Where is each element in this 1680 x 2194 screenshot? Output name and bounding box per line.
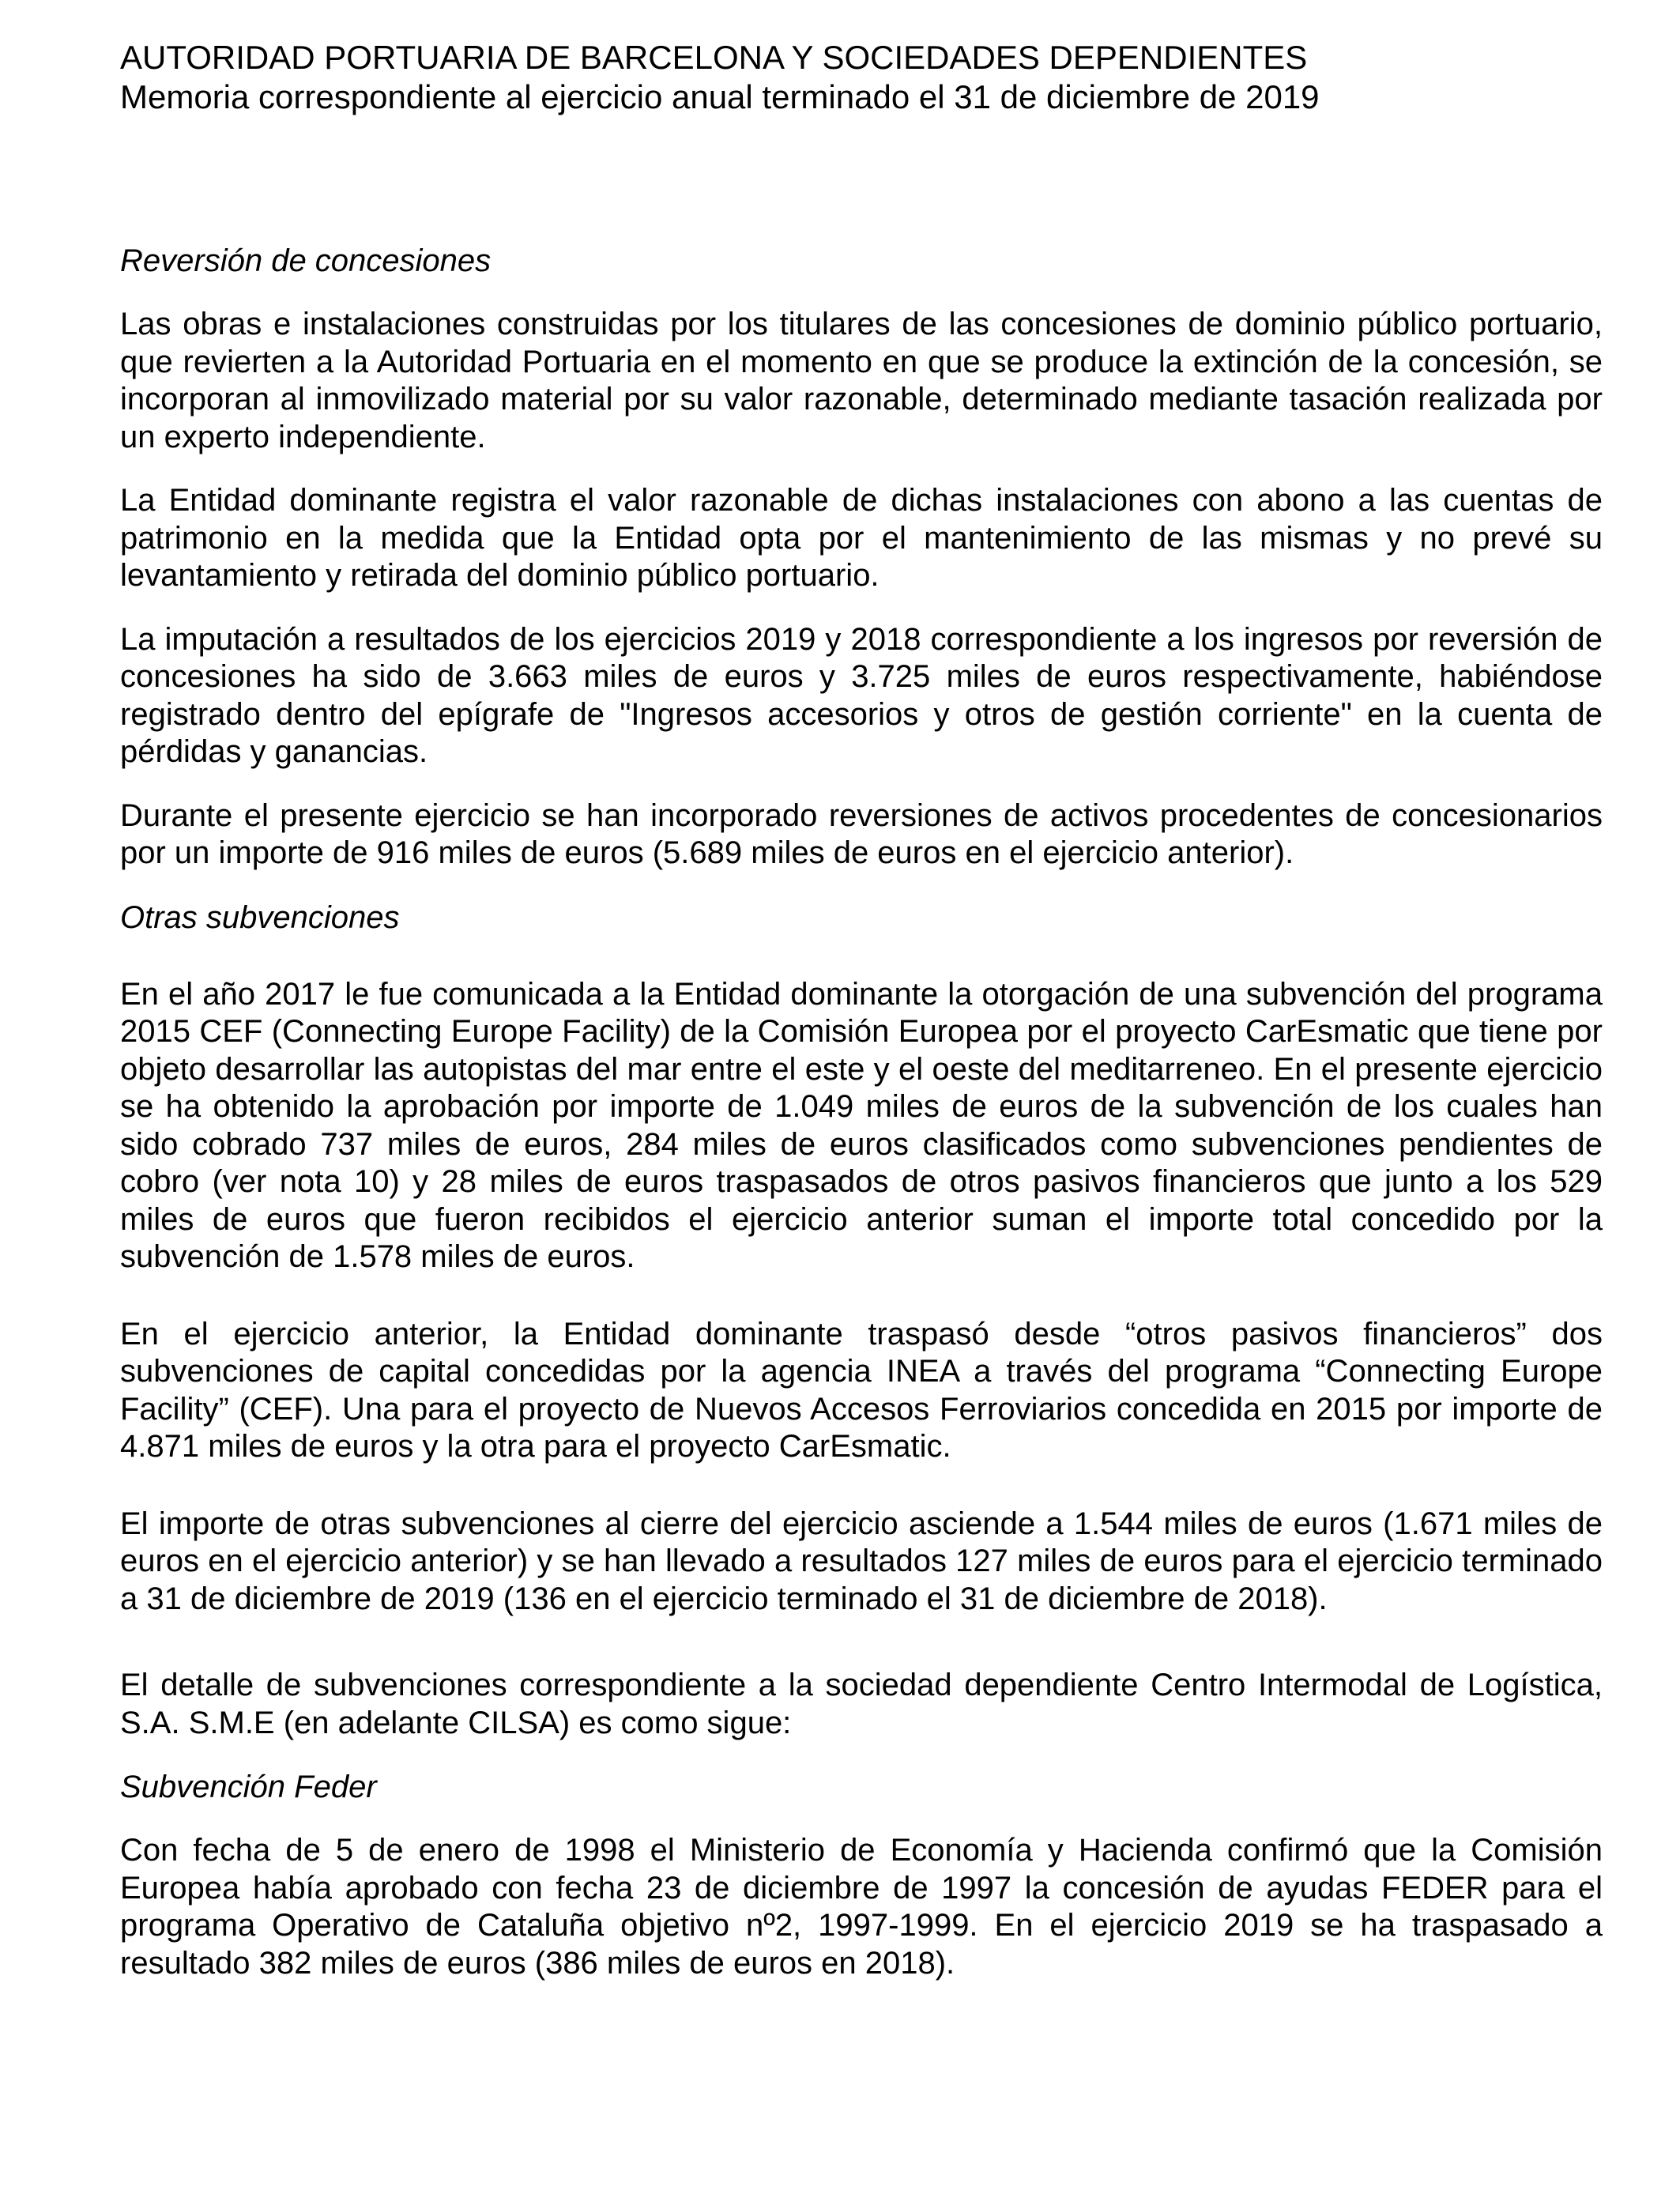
header-title: AUTORIDAD PORTUARIA DE BARCELONA Y SOCIEDADES DEPENDIENTES: [120, 39, 1308, 76]
paragraph: La Entidad dominante registra el valor razonable de dichas instalaciones con abono a las cuentas de patrimonio en la medida que la Entidad opta por el mantenimiento de las mismas y no prevé su levantamiento y retirada del dominio público portuario.: [120, 483, 1603, 593]
paragraph: En el ejercicio anterior, la Entidad dominante traspasó desde “otros pasivos financieros” dos subvenciones de capital concedidas por la agencia INEA a través del programa “Connecting Europe Facility” (CEF). Una para el proyecto de Nuevos Accesos Ferroviarios concedida en 2015 por importe de 4.871 miles de euros y la otra para el proyecto CarEsmatic.: [120, 1316, 1603, 1464]
section-title-otras-subvenciones: Otras subvenciones: [120, 899, 400, 935]
header-subtitle: Memoria correspondiente al ejercicio anual terminado el 31 de diciembre de 2019: [120, 78, 1320, 115]
paragraph: El importe de otras subvenciones al cierre del ejercicio asciende a 1.544 miles de euros (1.671 miles de euros en el ejercicio anterior) y se han llevado a resultados 127 miles de euros para el ejercicio terminado a 31 de diciembre de 2019 (136 en el ejercicio terminado el 31 de diciembre de 2018).: [120, 1506, 1603, 1616]
document-body: [120, 242, 1603, 1982]
paragraph: El detalle de subvenciones correspondiente a la sociedad dependiente Centro Intermodal de Logística, S.A. S.M.E (en adelante CILSA) es como sigue:: [120, 1668, 1603, 1740]
paragraph: En el año 2017 le fue comunicada a la Entidad dominante la otorgación de una subvención del programa 2015 CEF (Connecting Europe Facility) de la Comisión Europea por el proyecto CarEsmatic que tiene por objeto desarrollar las autopistas del mar entre el este y el oeste del meditarreneo. En el presente ejercicio se ha obtenido la aprobación por importe de 1.049 miles de euros de la subvención de los cuales han sido cobrado 737 miles de euros, 284 miles de euros clasificados como subvenciones pendientes de cobro (ver nota 10) y 28 miles de euros traspasados de otros pasivos financieros que junto a los 529 miles de euros que fueron recibidos el ejercicio anterior suman el importe total concedido por la subvención de 1.578 miles de euros.: [120, 976, 1603, 1274]
section-title-reversion: Reversión de concesiones: [120, 243, 492, 278]
document-header: [120, 38, 1603, 117]
paragraph: La imputación a resultados de los ejercicios 2019 y 2018 correspondiente a los ingresos por reversión de concesiones ha sido de 3.663 miles de euros y 3.725 miles de euros respectivamente, habiéndose registrado dentro del epígrafe de "Ingresos accesorios y otros de gestión corriente" en la cuenta de pérdidas y ganancias.: [120, 621, 1603, 769]
paragraph: Durante el presente ejercicio se han incorporado reversiones de activos procedentes de concesionarios por un importe de 916 miles de euros (5.689 miles de euros en el ejercicio anterior).: [120, 797, 1603, 870]
document-page: [120, 38, 1603, 1982]
section-title-subvencion-feder: Subvención Feder: [120, 1770, 377, 1804]
paragraph: Las obras e instalaciones construidas por los titulares de las concesiones de dominio público portuario, que revierten a la Autoridad Portuaria en el momento en que se produce la extinción de la concesión, se incorporan al inmovilizado material por su valor razonable, determinado mediante tasación realizada por un experto independiente.: [120, 307, 1603, 454]
paragraph: Con fecha de 5 de enero de 1998 el Ministerio de Economía y Hacienda confirmó que la Comisión Europea había aprobado con fecha 23 de diciembre de 1997 la concesión de ayudas FEDER para el programa Operativo de Cataluña objetivo nº2, 1997-1999. En el ejercicio 2019 se ha traspasado a resultado 382 miles de euros (386 miles de euros en 2018).: [120, 1833, 1603, 1981]
